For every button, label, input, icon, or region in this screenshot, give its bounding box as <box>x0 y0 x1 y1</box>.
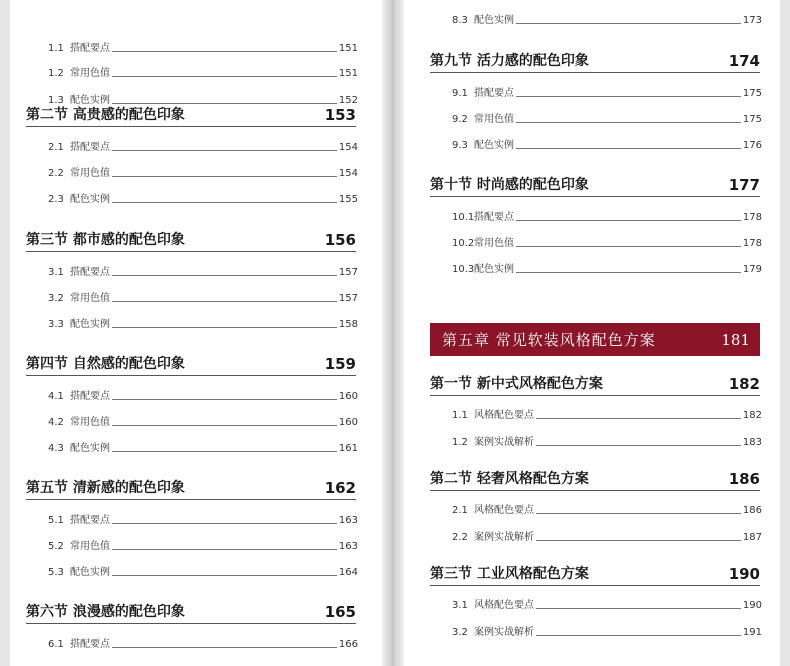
entry-label: 搭配要点 <box>70 142 110 153</box>
section-page-number: 190 <box>728 565 760 583</box>
entry-label: 配色实例 <box>70 95 110 106</box>
leader-line <box>112 149 337 151</box>
entry-index: 5.3 <box>48 567 64 578</box>
entry-page-number: 151 <box>338 43 358 54</box>
entry-label: 搭配要点 <box>70 391 110 402</box>
section-title: 第二节 高贵感的配色印象 <box>26 107 185 123</box>
entry-index: 3.3 <box>48 319 64 330</box>
chapter-banner[interactable] <box>430 323 760 356</box>
toc-entry[interactable] <box>48 165 358 179</box>
right-page-edge <box>780 0 790 666</box>
leader-line <box>112 548 337 550</box>
entry-page-number: 175 <box>742 114 762 125</box>
entry-index: 3.1 <box>48 267 64 278</box>
section-page-number: 177 <box>728 176 760 194</box>
entry-page-number: 178 <box>742 238 762 249</box>
leader-line <box>112 450 337 452</box>
entry-page-number: 183 <box>742 437 762 448</box>
toc-entry[interactable] <box>48 65 358 79</box>
section-title: 第二节 轻奢风格配色方案 <box>430 471 589 487</box>
entry-index: 2.1 <box>452 505 468 516</box>
entry-page-number: 157 <box>338 267 358 278</box>
entry-index: 9.3 <box>452 140 468 151</box>
section-heading[interactable] <box>26 229 356 249</box>
leader-line <box>536 539 741 541</box>
toc-entry[interactable] <box>48 191 358 205</box>
section-page-number: 182 <box>728 375 760 393</box>
entry-index: 4.1 <box>48 391 64 402</box>
section-rule <box>430 490 760 491</box>
leader-line <box>516 22 741 24</box>
entry-index: 3.2 <box>48 293 64 304</box>
toc-entry[interactable] <box>48 290 358 304</box>
section-title: 第十节 时尚感的配色印象 <box>430 177 589 193</box>
entry-label: 配色实例 <box>474 15 514 26</box>
leader-line <box>112 201 337 203</box>
leader-line <box>112 646 337 648</box>
entry-label: 常用色值 <box>70 417 110 428</box>
entry-index: 9.2 <box>452 114 468 125</box>
entry-label: 常用色值 <box>474 114 514 125</box>
leader-line <box>112 326 337 328</box>
entry-label: 搭配要点 <box>70 515 110 526</box>
entry-index: 8.3 <box>452 15 468 26</box>
section-title: 第四节 自然感的配色印象 <box>26 356 185 372</box>
leader-line <box>516 121 741 123</box>
section-rule <box>430 196 760 197</box>
entry-label: 风格配色要点 <box>474 410 534 421</box>
entry-index: 6.1 <box>48 639 64 650</box>
entry-page-number: 164 <box>338 567 358 578</box>
toc-entry[interactable] <box>452 434 762 448</box>
section-heading[interactable] <box>430 373 760 393</box>
section-heading[interactable] <box>430 468 760 488</box>
entry-label: 配色实例 <box>474 140 514 151</box>
entry-page-number: 157 <box>338 293 358 304</box>
entry-label: 配色实例 <box>474 264 514 275</box>
entry-label: 搭配要点 <box>70 43 110 54</box>
section-heading[interactable] <box>26 601 356 621</box>
entry-label: 案例实战解析 <box>474 532 534 543</box>
section-rule <box>430 72 760 73</box>
section-rule <box>26 126 356 127</box>
book-gutter <box>382 0 404 666</box>
section-title: 第九节 活力感的配色印象 <box>430 53 589 69</box>
section-page-number: 174 <box>728 52 760 70</box>
section-rule <box>430 585 760 586</box>
entry-page-number: 166 <box>338 639 358 650</box>
section-page-number: 159 <box>324 355 356 373</box>
section-heading[interactable] <box>26 353 356 373</box>
entry-label: 配色实例 <box>70 194 110 205</box>
leader-line <box>516 147 741 149</box>
leader-line <box>516 271 741 273</box>
entry-page-number: 160 <box>338 391 358 402</box>
section-rule <box>26 251 356 252</box>
leader-line <box>112 300 337 302</box>
entry-page-number: 179 <box>742 264 762 275</box>
entry-index: 4.2 <box>48 417 64 428</box>
toc-entry[interactable] <box>452 529 762 543</box>
entry-index: 1.2 <box>48 68 64 79</box>
section-title: 第三节 都市感的配色印象 <box>26 232 185 248</box>
entry-page-number: 163 <box>338 541 358 552</box>
entry-label: 风格配色要点 <box>474 600 534 611</box>
leader-line <box>536 634 741 636</box>
toc-entry[interactable] <box>452 235 762 249</box>
entry-label: 案例实战解析 <box>474 627 534 638</box>
entry-label: 搭配要点 <box>70 267 110 278</box>
toc-entry[interactable] <box>452 85 762 99</box>
leader-line <box>516 95 741 97</box>
entry-index: 2.2 <box>48 168 64 179</box>
entry-page-number: 175 <box>742 88 762 99</box>
toc-entry[interactable] <box>452 624 762 638</box>
toc-entry[interactable] <box>48 316 358 330</box>
entry-index: 1.3 <box>48 95 64 106</box>
section-title: 第六节 浪漫感的配色印象 <box>26 604 185 620</box>
entry-label: 常用色值 <box>70 541 110 552</box>
entry-index: 2.1 <box>48 142 64 153</box>
entry-page-number: 154 <box>338 168 358 179</box>
toc-entry[interactable] <box>452 407 762 421</box>
toc-entry[interactable] <box>452 597 762 611</box>
leader-line <box>536 444 741 446</box>
entry-label: 搭配要点 <box>70 639 110 650</box>
leader-line <box>112 50 337 52</box>
chapter-title: 第五章 常见软装风格配色方案 <box>442 331 656 349</box>
leader-line <box>112 424 337 426</box>
entry-page-number: 154 <box>338 142 358 153</box>
entry-page-number: 161 <box>338 443 358 454</box>
section-heading[interactable] <box>26 477 356 497</box>
entry-page-number: 187 <box>742 532 762 543</box>
entry-index: 9.1 <box>452 88 468 99</box>
entry-index: 1.1 <box>452 410 468 421</box>
section-heading[interactable] <box>26 104 356 124</box>
toc-entry[interactable] <box>48 538 358 552</box>
toc-entry[interactable] <box>48 414 358 428</box>
section-page-number: 165 <box>324 603 356 621</box>
entry-index: 4.3 <box>48 443 64 454</box>
entry-index: 10.3 <box>452 264 475 275</box>
entry-label: 风格配色要点 <box>474 505 534 516</box>
leader-line <box>112 274 337 276</box>
entry-page-number: 182 <box>742 410 762 421</box>
entry-page-number: 191 <box>742 627 762 638</box>
toc-entry[interactable] <box>452 502 762 516</box>
section-heading[interactable] <box>430 50 760 70</box>
toc-entry[interactable] <box>452 111 762 125</box>
entry-index: 10.2 <box>452 238 475 249</box>
entry-index: 1.1 <box>48 43 64 54</box>
section-rule <box>26 499 356 500</box>
toc-entry[interactable] <box>48 40 358 54</box>
entry-page-number: 176 <box>742 140 762 151</box>
leader-line <box>112 574 337 576</box>
leader-line <box>516 245 741 247</box>
entry-label: 常用色值 <box>70 168 110 179</box>
entry-label: 配色实例 <box>70 319 110 330</box>
entry-label: 常用色值 <box>474 238 514 249</box>
entry-page-number: 173 <box>742 15 762 26</box>
leader-line <box>516 219 741 221</box>
toc-entry[interactable] <box>48 636 358 650</box>
entry-label: 常用色值 <box>70 293 110 304</box>
section-heading[interactable] <box>430 174 760 194</box>
leader-line <box>536 417 741 419</box>
leader-line <box>112 175 337 177</box>
toc-entry[interactable] <box>48 512 358 526</box>
toc-entry[interactable] <box>452 12 762 26</box>
entry-index: 1.2 <box>452 437 468 448</box>
section-page-number: 156 <box>324 231 356 249</box>
entry-label: 搭配要点 <box>474 88 514 99</box>
entry-page-number: 178 <box>742 212 762 223</box>
leader-line <box>536 607 741 609</box>
section-heading[interactable] <box>430 563 760 583</box>
entry-index: 5.1 <box>48 515 64 526</box>
toc-entry[interactable] <box>452 209 762 223</box>
entry-page-number: 152 <box>338 95 358 106</box>
entry-page-number: 160 <box>338 417 358 428</box>
left-page-edge <box>0 0 10 666</box>
entry-label: 配色实例 <box>70 443 110 454</box>
section-page-number: 153 <box>324 106 356 124</box>
toc-entry[interactable] <box>48 440 358 454</box>
entry-page-number: 163 <box>338 515 358 526</box>
section-title: 第三节 工业风格配色方案 <box>430 566 589 582</box>
entry-index: 2.2 <box>452 532 468 543</box>
toc-entry[interactable] <box>48 388 358 402</box>
entry-index: 5.2 <box>48 541 64 552</box>
section-page-number: 162 <box>324 479 356 497</box>
leader-line <box>112 522 337 524</box>
section-rule <box>26 623 356 624</box>
section-page-number: 186 <box>728 470 760 488</box>
leader-line <box>536 512 741 514</box>
left-page <box>10 0 382 666</box>
entry-label: 配色实例 <box>70 567 110 578</box>
entry-page-number: 190 <box>742 600 762 611</box>
section-title: 第一节 新中式风格配色方案 <box>430 376 603 392</box>
entry-page-number: 186 <box>742 505 762 516</box>
toc-entry[interactable] <box>452 137 762 151</box>
entry-index: 3.2 <box>452 627 468 638</box>
entry-label: 搭配要点 <box>474 212 514 223</box>
entry-label: 案例实战解析 <box>474 437 534 448</box>
entry-index: 3.1 <box>452 600 468 611</box>
entry-index: 2.3 <box>48 194 64 205</box>
toc-entry[interactable] <box>452 261 762 275</box>
entry-page-number: 158 <box>338 319 358 330</box>
entry-label: 常用色值 <box>70 68 110 79</box>
toc-entry[interactable] <box>48 564 358 578</box>
toc-entry[interactable] <box>48 139 358 153</box>
entry-page-number: 155 <box>338 194 358 205</box>
leader-line <box>112 75 337 77</box>
entry-page-number: 151 <box>338 68 358 79</box>
right-page <box>404 0 780 666</box>
leader-line <box>112 398 337 400</box>
chapter-page-number: 181 <box>721 330 750 349</box>
toc-entry[interactable] <box>48 264 358 278</box>
entry-index: 10.1 <box>452 212 475 223</box>
section-title: 第五节 清新感的配色印象 <box>26 480 185 496</box>
section-rule <box>26 375 356 376</box>
section-rule <box>430 395 760 396</box>
